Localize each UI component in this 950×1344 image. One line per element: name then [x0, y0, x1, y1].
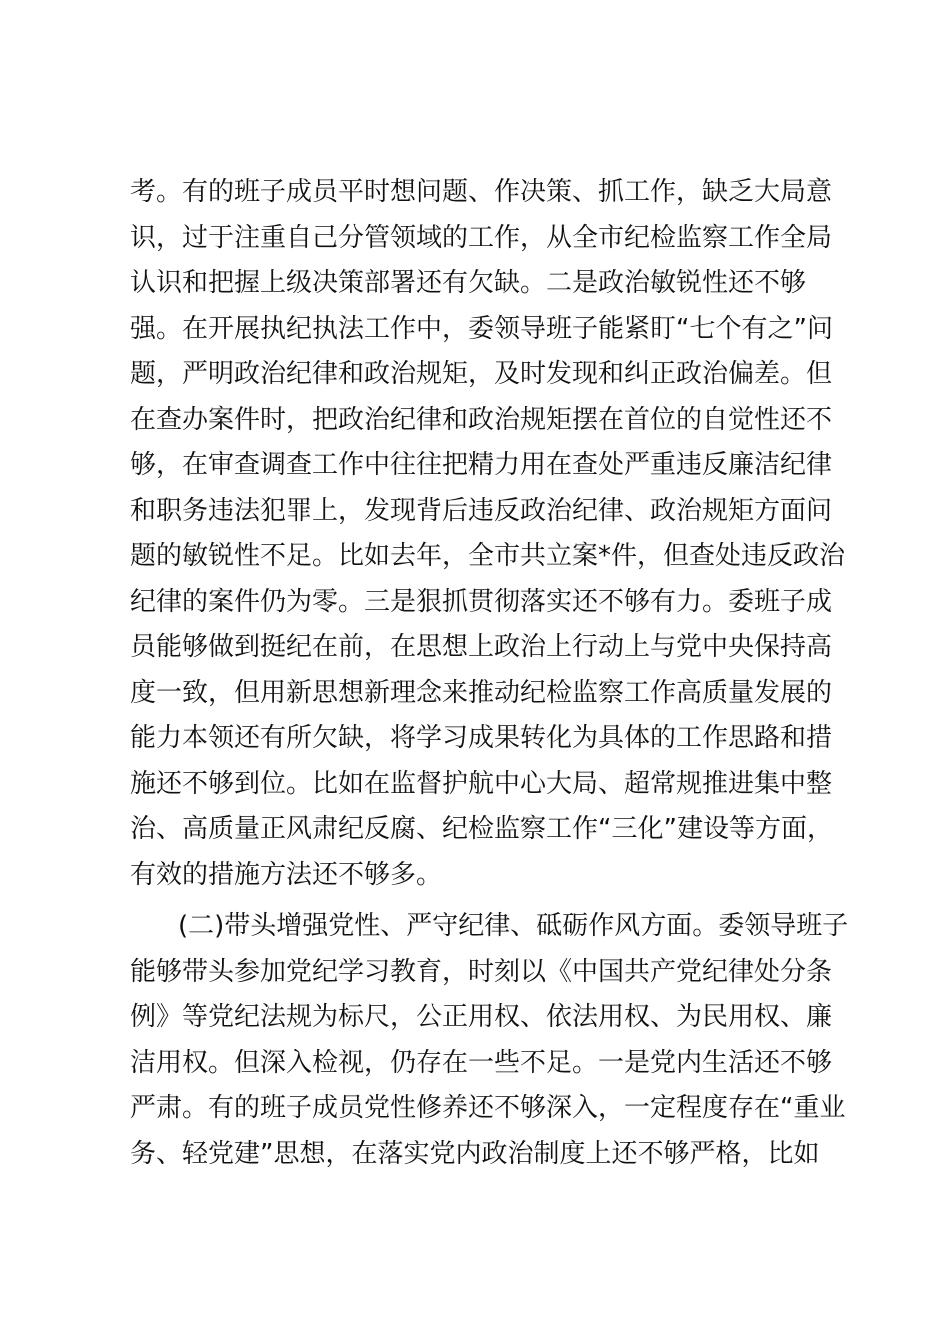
text-line: 能够带头参加党纪学习教育，时刻以《中国共产党纪律处分条 — [130, 956, 833, 987]
text-line: 强。在开展执纪执法工作中，委领导班子能紧盯“七个有之”问 — [130, 313, 833, 344]
text-line: 考。有的班子成员平时想问题、作决策、抓工作，缺乏大局意 — [130, 177, 833, 207]
text-line: 员能够做到挺纪在前，在思想上政治上行动上与党中央保持高 — [130, 632, 833, 662]
text-line: 题的敏锐性不足。比如去年，全市共立案*件，但查处违反政治 — [130, 541, 846, 571]
text-line: 有效的措施方法还不够多。 — [130, 859, 443, 890]
document-body — [130, 170, 849, 1177]
text-line: 纪律的案件仍为零。三是狠抓贯彻落实还不够有力。委班子成 — [130, 586, 833, 617]
text-line: 和职务违法犯罪上，发现背后违反政治纪律、政治规矩方面问 — [130, 495, 833, 526]
text-line: 例》等党纪法规为标尺，公正用权、依法用权、为民用权、廉 — [130, 1002, 833, 1032]
text-line: 能力本领还有所欠缺，将学习成果转化为具体的工作思路和措 — [130, 723, 833, 753]
text-line: 治、高质量正风肃纪反腐、纪检监察工作“三化”建设等方面， — [130, 814, 833, 844]
text-line: 洁用权。但深入检视，仍存在一些不足。一是党内生活还不够 — [130, 1047, 833, 1078]
text-line: 识，过于注重自己分管领域的工作，从全市纪检监察工作全局 — [130, 222, 833, 253]
section-heading-line: (二)带头增强党性、严守纪律、砥砺作风方面。委领导班子 — [178, 911, 849, 941]
text-line: 务、轻党建”思想，在落实党内政治制度上还不够严格，比如 — [130, 1138, 820, 1169]
text-line: 认识和把握上级决策部署还有欠缺。二是政治敏锐性还不够 — [130, 268, 807, 298]
text-line: 施还不够到位。比如在监督护航中心大局、超常规推进集中整 — [130, 768, 833, 799]
text-line: 够，在审查调查工作中往往把精力用在查处严重违反廉洁纪律 — [130, 450, 833, 480]
text-line: 在查办案件时，把政治纪律和政治规矩摆在首位的自觉性还不 — [130, 404, 833, 435]
text-line: 严肃。有的班子成员党性修养还不够深入，一定程度存在“重业 — [130, 1093, 846, 1123]
text-line: 题，严明政治纪律和政治规矩，及时发现和纠正政治偏差。但 — [130, 359, 833, 389]
text-line: 度一致，但用新思想新理念来推动纪检监察工作高质量发展的 — [130, 677, 833, 708]
